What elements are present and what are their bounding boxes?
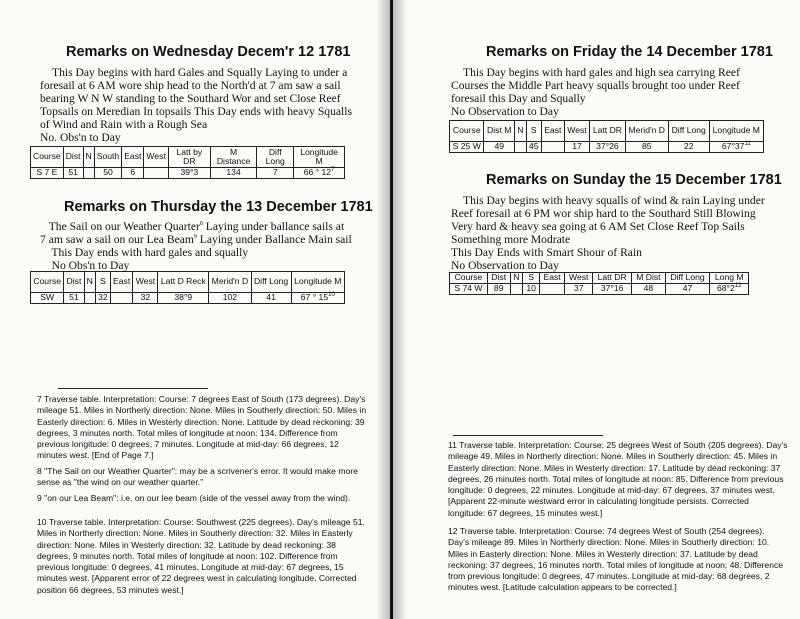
footnote-ref: 12: [734, 283, 742, 290]
table-cell: 32: [95, 293, 110, 304]
table-cell: 51: [64, 293, 84, 304]
table-header: Diff Long: [665, 273, 710, 284]
table-cell: [84, 293, 95, 304]
footnote-divider: [453, 435, 603, 436]
table-cell: 7: [257, 168, 294, 179]
table-cell: 85: [625, 142, 668, 153]
footnote-11: 11 Traverse table. Interpretation: Course: 25 degrees West of South (205 degrees). Day's mileage 49. Miles in Northerly direction: None. Miles in Southerly direction: 45. Miles in Easterly direction: None. Miles in Westerly direction: 17. Latitude by dead reckoning: 37 degrees, 26 minutes north. Total miles of longitude at noon: 85. Difference from previous longitude: 0 degrees, 22 minutes. Longitude at mid-day: 67 degrees, 37 minutes west. [Apparent 22-minute westward error in calculating longitude persists. Corrected longitude: 67 degrees, 15 minutes west.]: [448, 440, 788, 518]
friday-traverse-table: [449, 120, 764, 153]
sunday-traverse-table: [449, 272, 749, 295]
wednesday-remarks: This Day begins with hard Gales and Squally Laying to under a foresail at 6 AM wore ship head to the North'd at 7 am saw a sail bearing W N W standing to the Southard Wor and set Close Reef Topsails on Meredian In topsails This Day ends with heavy Squalls of Wind and Rain with a Rough Sea No. Obs'n to Day: [40, 66, 352, 145]
table-cell-value: 66 ° 12: [303, 167, 332, 178]
table-cell: [710, 284, 749, 295]
gutter-shadow: [393, 0, 407, 619]
remark-text: Laying under ballance sails at: [202, 220, 345, 233]
table-cell: [144, 168, 168, 179]
sunday-remarks: This Day begins with heavy squalls of wind & rain Laying under Reef foresail at 6 PM wor ship hard to the Southard Still Blowing Very hard & heavy sea going at 6 AM Set Close Reef Top Sails Something more Modrate This Day Ends with Smart Shour of Rain No Observation to Day: [451, 194, 765, 273]
table-header: West: [133, 272, 158, 293]
table-cell: 32: [133, 293, 158, 304]
footnote-ref: 9: [193, 234, 197, 241]
table-cell: 37°26: [590, 142, 625, 153]
table-header: N: [514, 121, 526, 142]
remark-text: Laying under Ballance Main sail: [196, 233, 352, 247]
table-header: Merid'n D: [209, 272, 251, 293]
friday-remarks: This Day begins with hard gales and high sea carrying Reef Courses the Middle Part heavy squalls brought too under Reef foresail this Day and Squally No Observation to Day: [451, 66, 740, 119]
table-header: Latt D Reck: [158, 272, 209, 293]
table-cell: 22: [668, 142, 709, 153]
table-cell-value: 68°2: [717, 283, 735, 294]
table-header: Course: [31, 147, 64, 168]
table-header: Longitude M: [709, 121, 763, 142]
table-header: Course: [31, 272, 64, 293]
table-cell: 134: [210, 168, 256, 179]
table-cell: 17: [564, 142, 589, 153]
table-cell: 89: [487, 284, 510, 295]
table-header: N: [84, 272, 95, 293]
thursday-remarks: [40, 220, 385, 272]
table-cell: 102: [209, 293, 251, 304]
table-cell: 49: [484, 142, 515, 153]
footnote-ref: 7: [331, 167, 335, 174]
wednesday-heading: Remarks on Wednesday Decem'r 12 1781: [66, 44, 351, 60]
table-cell: [539, 284, 564, 295]
table-header: Dist: [487, 273, 510, 284]
table-cell-value: 67°37: [721, 141, 745, 152]
table-header: Dist: [63, 147, 83, 168]
table-header: S: [95, 272, 110, 293]
table-cell: 10: [523, 284, 540, 295]
table-cell: 48: [632, 284, 666, 295]
table-cell: [291, 293, 344, 304]
left-page: [0, 0, 390, 619]
wednesday-traverse-table: [30, 146, 345, 179]
table-cell: 37°16: [593, 284, 632, 295]
footnote-ref: 11: [744, 141, 751, 148]
table-header: West: [144, 147, 168, 168]
remark-line: [40, 233, 385, 246]
table-cell: 51: [63, 168, 83, 179]
remark-line: [40, 220, 385, 233]
footnote-10: 10 Traverse table. Interpretation: Course: Southwest (225 degrees). Day's mileage 51. Miles in Northerly direction: None. Miles in Southerly direction: 32. Miles in Easterly direction: None. Miles in Westerly direction: 32. Latitude by dead reckoning: 38 degrees, 9 minutes north. Total miles of longitude at noon: 102. Difference from previous longitude: 0 degrees, 41 minutes. Longitude at mid-day: 67 degrees, 15 minutes west. [Apparent error of 22 degrees west in calculating longitude. Corrected position 66 degrees, 53 minutes west.]: [37, 517, 365, 595]
table-header: Diff Long: [257, 147, 294, 168]
table-header: South: [94, 147, 121, 168]
table-cell: 38°9: [158, 293, 209, 304]
table-header: Latt DR: [590, 121, 625, 142]
table-cell: 6: [122, 168, 144, 179]
table-header: Longitude M: [291, 272, 344, 293]
thursday-traverse-table: [30, 271, 345, 304]
table-header: N: [510, 273, 523, 284]
footnote-ref: 10: [328, 292, 335, 299]
table-header: Merid'n D: [625, 121, 668, 142]
table-header: M Distance: [210, 147, 256, 168]
table-cell: S 25 W: [450, 142, 484, 153]
table-header: East: [539, 273, 564, 284]
table-header: East: [110, 272, 133, 293]
footnote-divider: [58, 388, 208, 389]
remark-line: This Day ends with hard gales and squally: [40, 246, 249, 260]
footnote-9: 9 "on our Lea Beam": i.e. on our lee beam (side of the vessel away from the wind).: [37, 493, 351, 503]
table-cell: [510, 284, 523, 295]
table-cell: [294, 168, 345, 179]
table-cell: 37: [565, 284, 593, 295]
table-header: Dist: [64, 272, 84, 293]
table-header: Dist M: [484, 121, 515, 142]
table-header: Long M: [710, 273, 749, 284]
table-cell-value: 67 ° 15: [300, 292, 329, 303]
table-header: East: [122, 147, 144, 168]
thursday-heading: Remarks on Thursday the 13 December 1781: [64, 199, 373, 215]
right-page: [393, 0, 800, 619]
footnote-12: 12 Traverse table. Interpretation: Course: 74 degrees West of South (254 degrees). Day's mileage 89. Miles in Northerly direction: None. Miles in Southerly direction: 10. Miles in Easterly direction: None. Miles in Westerly direction: 37. Latitude by dead reckoning: 37 degrees, 16 minutes north. Total miles of longitude at noon: 48. Difference from previous longitude: 0 degrees, 47 minutes. Longitude at mid-day: 68 degrees, 2 minutes west. [Latitude calculation appears to be corrected.]: [448, 526, 784, 593]
table-header: Latt DR: [593, 273, 632, 284]
table-cell: [709, 142, 763, 153]
table-header: Latt by DR: [168, 147, 210, 168]
table-cell: S 7 E: [31, 168, 64, 179]
table-cell: 41: [251, 293, 291, 304]
remark-text: 7 am saw a sail on our Lea Beam: [40, 233, 194, 247]
table-header: N: [83, 147, 94, 168]
footnote-ref: 8: [199, 221, 203, 228]
table-cell: [541, 142, 564, 153]
table-header: S: [526, 121, 541, 142]
table-header: Course: [450, 121, 484, 142]
table-cell: 45: [526, 142, 541, 153]
table-cell: 39°3: [168, 168, 210, 179]
table-header: Diff Long: [668, 121, 709, 142]
table-header: S: [523, 273, 540, 284]
table-cell: 47: [665, 284, 710, 295]
sunday-heading: Remarks on Sunday the 15 December 1781: [486, 172, 782, 188]
remark-line: No Obs'n to Day: [40, 259, 130, 273]
table-header: East: [541, 121, 564, 142]
table-header: Course: [450, 273, 488, 284]
table-cell: [514, 142, 526, 153]
table-cell: 50: [94, 168, 121, 179]
table-header: M Dist: [632, 273, 666, 284]
friday-heading: Remarks on Friday the 14 December 1781: [486, 44, 773, 60]
table-header: Diff Long: [251, 272, 291, 293]
remark-text: The Sail on our Weather Quarter: [48, 220, 200, 233]
table-header: Longitude M: [294, 147, 345, 168]
table-header: West: [564, 121, 589, 142]
table-cell: S 74 W: [450, 284, 488, 295]
footnote-7: 7 Traverse table. Interpretation: Course: 7 degrees East of South (173 degrees). Day's mileage 51. Miles in Northerly direction: None. Miles in Southerly direction: 50. Miles in Easterly direction: 6. Miles in Westerly direction: None. Latitude by dead reckoning: 39 degrees, 3 minutes north. Total miles of longitude at noon: 134. Difference from previous longitude: 0 degrees, 7 minutes. Longitude at mid-day: 66 degrees, 12 minutes west. [End of Page 7.]: [37, 394, 367, 461]
table-cell: [110, 293, 133, 304]
table-cell: [83, 168, 94, 179]
footnote-8: 8 "The Sail on our Weather Quarter": may be a scrivener's error. It would make more sense as "the wind on our weather quarter.": [37, 466, 358, 488]
table-header: West: [565, 273, 593, 284]
table-cell: SW: [31, 293, 64, 304]
